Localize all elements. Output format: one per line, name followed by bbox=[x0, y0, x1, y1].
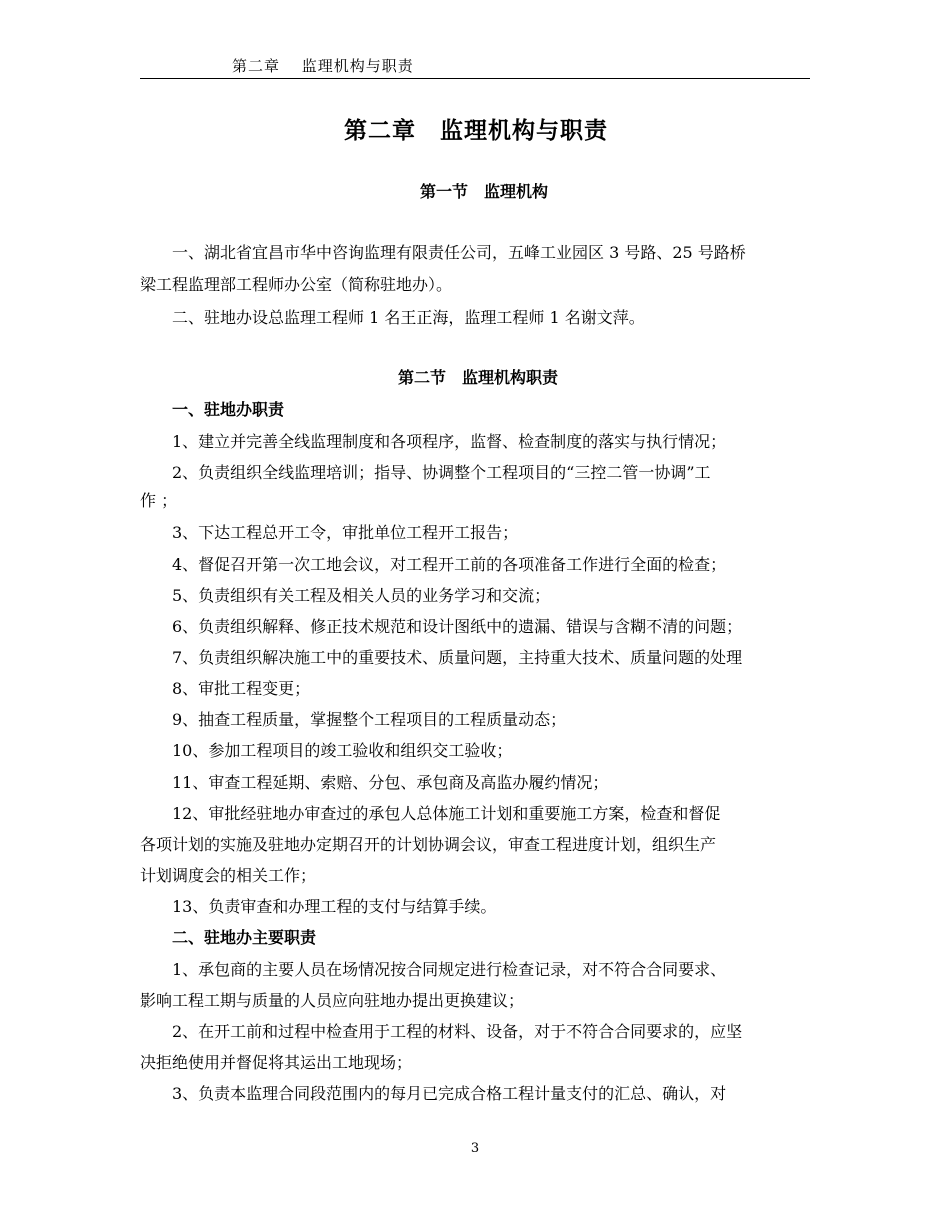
paragraph-line: 13、负责审查和办理工程的支付与结算手续。 bbox=[172, 897, 497, 916]
page-number: 3 bbox=[470, 1141, 480, 1156]
paragraph-line: 9、抽查工程质量，掌握整个工程项目的工程质量动态； bbox=[172, 710, 567, 729]
paragraph-line: 作 ； bbox=[140, 491, 178, 510]
paragraph-line: 6、负责组织解释、修正技术规范和设计图纸中的遗漏、错误与含糊不清的问题； bbox=[172, 617, 743, 636]
paragraph-line: 3、下达工程总开工令，审批单位工程开工报告； bbox=[172, 523, 519, 542]
paragraph-line: 1、建立并完善全线监理制度和各项程序，监督、检查制度的落实与执行情况； bbox=[172, 432, 727, 451]
paragraph-line: 2、负责组织全线监理培训；指导、协调整个工程项目的“三控二管一协调”工 bbox=[172, 463, 711, 482]
paragraph-line: 一、湖北省宜昌市华中咨询监理有限责任公司，五峰工业园区 3 号路、25 号路桥 bbox=[172, 243, 746, 262]
section-title-2: 第二节 监理机构职责 bbox=[397, 368, 558, 387]
paragraph-line: 2、在开工前和过程中检查用于工程的材料、设备，对于不符合合同要求的，应坚 bbox=[172, 1022, 743, 1041]
paragraph-line: 5、负责组织有关工程及相关人员的业务学习和交流； bbox=[172, 586, 551, 605]
paragraph-line: 各项计划的实施及驻地办定期召开的计划协调会议，审查工程进度计划，组织生产 bbox=[140, 835, 717, 854]
paragraph-line: 3、负责本监理合同段范围内的每月已完成合格工程计量支付的汇总、确认，对 bbox=[172, 1084, 727, 1103]
paragraph-line: 决拒绝使用并督促将其运出工地现场； bbox=[140, 1053, 413, 1072]
paragraph-line: 8、审批工程变更； bbox=[172, 679, 311, 698]
paragraph-line: 12、审批经驻地办审查过的承包人总体施工计划和重要施工方案，检查和督促 bbox=[172, 804, 721, 823]
chapter-title: 第二章 监理机构与职责 bbox=[344, 118, 608, 144]
running-header-title: 第二章 监理机构与职责 bbox=[232, 57, 414, 75]
running-header bbox=[140, 56, 810, 79]
paragraph-line: 计划调度会的相关工作； bbox=[140, 866, 317, 885]
section-title-1: 第一节 监理机构 bbox=[419, 182, 548, 201]
subheading-2: 二、驻地办主要职责 bbox=[172, 928, 317, 947]
subheading-1: 一、驻地办职责 bbox=[172, 400, 285, 419]
paragraph-line: 1、承包商的主要人员在场情况按合同规定进行检查记录，对不符合合同要求、 bbox=[172, 960, 727, 979]
paragraph-line: 影响工程工期与质量的人员应向驻地办提出更换建议； bbox=[140, 991, 525, 1010]
paragraph-line: 10、参加工程项目的竣工验收和组织交工验收； bbox=[172, 741, 513, 760]
paragraph-line: 梁工程监理部工程师办公室（简称驻地办）。 bbox=[140, 275, 453, 294]
paragraph-line: 11、审查工程延期、索赔、分包、承包商及高监办履约情况； bbox=[172, 773, 609, 792]
paragraph-line: 4、督促召开第一次工地会议，对工程开工前的各项准备工作进行全面的检查； bbox=[172, 555, 727, 574]
paragraph-line: 二、驻地办设总监理工程师 1 名王正海，监理工程师 1 名谢文萍。 bbox=[172, 308, 645, 327]
paragraph-line: 7、负责组织解决施工中的重要技术、质量问题，主持重大技术、质量问题的处理 bbox=[172, 648, 743, 667]
